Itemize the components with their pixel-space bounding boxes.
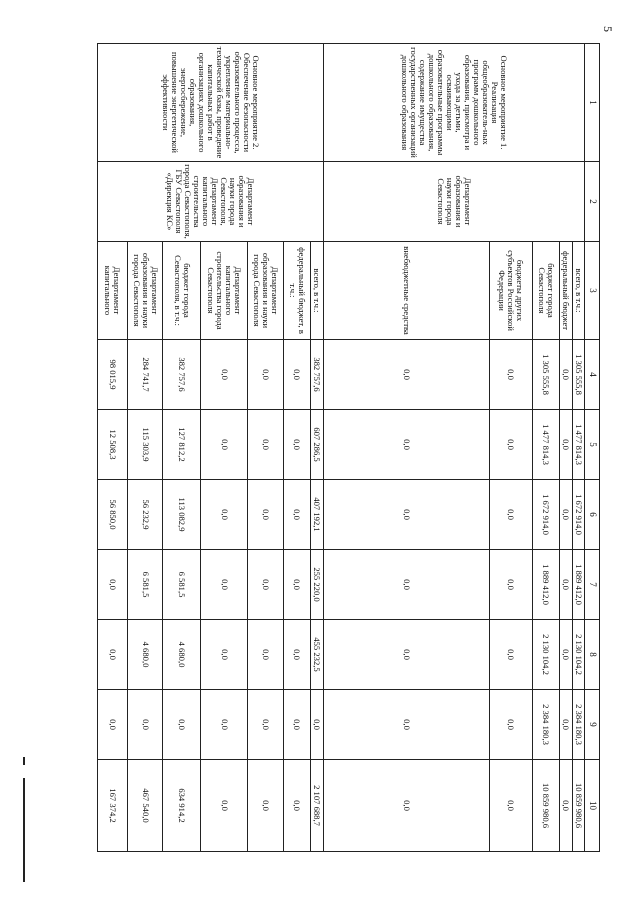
- value-cell: 0,0: [559, 480, 572, 550]
- value-cell: 1 672 914,0: [532, 480, 559, 550]
- margin-mark: [23, 757, 25, 765]
- source-cell: бюджет города Севастополя: [532, 242, 559, 340]
- value-cell: 0,0: [323, 620, 490, 690]
- value-cell: 0,0: [323, 690, 490, 760]
- value-cell: 10 859 980,6: [532, 760, 559, 852]
- value-cell: 6 581,5: [127, 550, 163, 620]
- value-cell: 56 232,9: [127, 480, 163, 550]
- value-cell: 1 889 412,0: [572, 550, 585, 620]
- value-cell: 0,0: [490, 410, 532, 480]
- value-cell: 0,0: [201, 690, 247, 760]
- source-cell: внебюджетные средства: [323, 242, 490, 340]
- value-cell: 0,0: [490, 340, 532, 410]
- value-cell: 0,0: [201, 620, 247, 690]
- rotated-table-area: [97, 43, 600, 851]
- header-cell: 3: [585, 242, 600, 340]
- value-cell: 0,0: [247, 480, 283, 550]
- value-cell: 382 757,6: [163, 340, 201, 410]
- value-cell: 0,0: [247, 340, 283, 410]
- value-cell: 167 374,2: [98, 760, 128, 852]
- value-cell: 0,0: [283, 550, 310, 620]
- value-cell: 98 015,9: [98, 340, 128, 410]
- header-cell: 5: [585, 410, 600, 480]
- budget-table: [97, 43, 600, 852]
- value-cell: 1 305 555,8: [532, 340, 559, 410]
- margin-line: [23, 778, 25, 882]
- value-cell: 0,0: [323, 480, 490, 550]
- value-cell: 10 859 980,6: [572, 760, 585, 852]
- value-cell: 0,0: [311, 690, 324, 760]
- value-cell: 0,0: [247, 410, 283, 480]
- header-cell: 10: [585, 760, 600, 852]
- value-cell: 127 812,2: [163, 410, 201, 480]
- source-cell: бюджет города Севастополя, в т.ч.:: [163, 242, 201, 340]
- value-cell: 0,0: [323, 760, 490, 852]
- value-cell: 115 303,9: [127, 410, 163, 480]
- activity-cell: Основное мероприятие 2. Обеспечение безопасности образовательного процесса, укрепление материально-технической базы, проведение капитальных работ в организациях дошкольного образования, энергосбережение, повышение энергетической эффективности: [98, 44, 324, 162]
- header-cell: 8: [585, 620, 600, 690]
- source-cell: Департамент образования и науки города Севастополя: [247, 242, 283, 340]
- value-cell: 284 741,7: [127, 340, 163, 410]
- value-cell: 0,0: [283, 690, 310, 760]
- value-cell: 1 477 814,3: [532, 410, 559, 480]
- table-row: [311, 44, 324, 852]
- value-cell: 0,0: [559, 620, 572, 690]
- value-cell: 56 850,0: [98, 480, 128, 550]
- value-cell: 1 305 555,8: [572, 340, 585, 410]
- value-cell: 382 757,6: [311, 340, 324, 410]
- source-cell: федеральный бюджет: [559, 242, 572, 340]
- value-cell: 0,0: [283, 340, 310, 410]
- value-cell: 1 889 412,0: [532, 550, 559, 620]
- value-cell: 0,0: [559, 340, 572, 410]
- value-cell: 0,0: [127, 690, 163, 760]
- value-cell: 0,0: [201, 340, 247, 410]
- value-cell: 467 540,0: [127, 760, 163, 852]
- activity-cell: Основное мероприятие 1. Реализация общеобразователь-ных программ дошкольного образования, присмотра и ухода за детьми, осваивающими образовательные программы дошкольного образования, содержание имущества государственных организаций дошкольного образования: [323, 44, 585, 162]
- value-cell: 0,0: [490, 620, 532, 690]
- header-cell: 1: [585, 44, 600, 162]
- value-cell: 0,0: [323, 340, 490, 410]
- value-cell: 4 680,0: [163, 620, 201, 690]
- header-cell: 2: [585, 162, 600, 242]
- value-cell: 2 107 688,7: [311, 760, 324, 852]
- value-cell: 0,0: [490, 760, 532, 852]
- executor-cell: Департамент образования и науки города Севастополя: [323, 162, 585, 242]
- value-cell: 0,0: [247, 550, 283, 620]
- executor-cell: Департамент образования и науки города Севастополя, Департамент капитального строительства города Севастополя, ГБУ Севастополя «Дирекция КС»: [98, 162, 324, 242]
- value-cell: 0,0: [490, 690, 532, 760]
- value-cell: 0,0: [247, 760, 283, 852]
- value-cell: 2 130 104,2: [532, 620, 559, 690]
- value-cell: 0,0: [163, 690, 201, 760]
- value-cell: 2 384 180,3: [572, 690, 585, 760]
- header-cell: 7: [585, 550, 600, 620]
- value-cell: 0,0: [283, 480, 310, 550]
- source-cell: Департамент образования и науки города Севастополя: [127, 242, 163, 340]
- value-cell: 0,0: [247, 620, 283, 690]
- table-row: [572, 44, 585, 852]
- source-cell: бюджеты других субъектов Российской Федерации: [490, 242, 532, 340]
- header-cell: 4: [585, 340, 600, 410]
- value-cell: 0,0: [98, 550, 128, 620]
- value-cell: 0,0: [201, 410, 247, 480]
- header-cell: 9: [585, 690, 600, 760]
- value-cell: 0,0: [247, 690, 283, 760]
- value-cell: 12 508,3: [98, 410, 128, 480]
- value-cell: 0,0: [201, 760, 247, 852]
- value-cell: 0,0: [323, 550, 490, 620]
- value-cell: 0,0: [490, 550, 532, 620]
- value-cell: 0,0: [559, 410, 572, 480]
- header-cell: 6: [585, 480, 600, 550]
- page-number: 5: [601, 26, 615, 32]
- header-row: [585, 44, 600, 852]
- value-cell: 455 232,5: [311, 620, 324, 690]
- value-cell: 0,0: [283, 410, 310, 480]
- value-cell: 0,0: [201, 480, 247, 550]
- value-cell: 4 680,0: [127, 620, 163, 690]
- source-cell: Департамент капитального строительства города Севастополя: [201, 242, 247, 340]
- value-cell: 607 286,5: [311, 410, 324, 480]
- value-cell: 113 082,9: [163, 480, 201, 550]
- source-cell: всего, в т.ч.:: [572, 242, 585, 340]
- value-cell: 0,0: [201, 550, 247, 620]
- value-cell: 2 130 104,2: [572, 620, 585, 690]
- source-cell: всего, в т.ч.:: [311, 242, 324, 340]
- value-cell: 407 192,1: [311, 480, 324, 550]
- value-cell: 634 914,2: [163, 760, 201, 852]
- value-cell: 0,0: [283, 760, 310, 852]
- value-cell: 0,0: [559, 550, 572, 620]
- source-cell: федеральный бюджет, в т.ч.:: [283, 242, 310, 340]
- value-cell: 0,0: [283, 620, 310, 690]
- value-cell: 1 672 914,0: [572, 480, 585, 550]
- value-cell: 255 220,0: [311, 550, 324, 620]
- value-cell: 2 384 180,3: [532, 690, 559, 760]
- value-cell: 0,0: [559, 760, 572, 852]
- value-cell: 6 581,5: [163, 550, 201, 620]
- value-cell: 0,0: [98, 690, 128, 760]
- value-cell: 0,0: [490, 480, 532, 550]
- value-cell: 1 477 814,3: [572, 410, 585, 480]
- value-cell: 0,0: [559, 690, 572, 760]
- value-cell: 0,0: [323, 410, 490, 480]
- source-cell: Департамент капитального: [98, 242, 128, 340]
- value-cell: 0,0: [98, 620, 128, 690]
